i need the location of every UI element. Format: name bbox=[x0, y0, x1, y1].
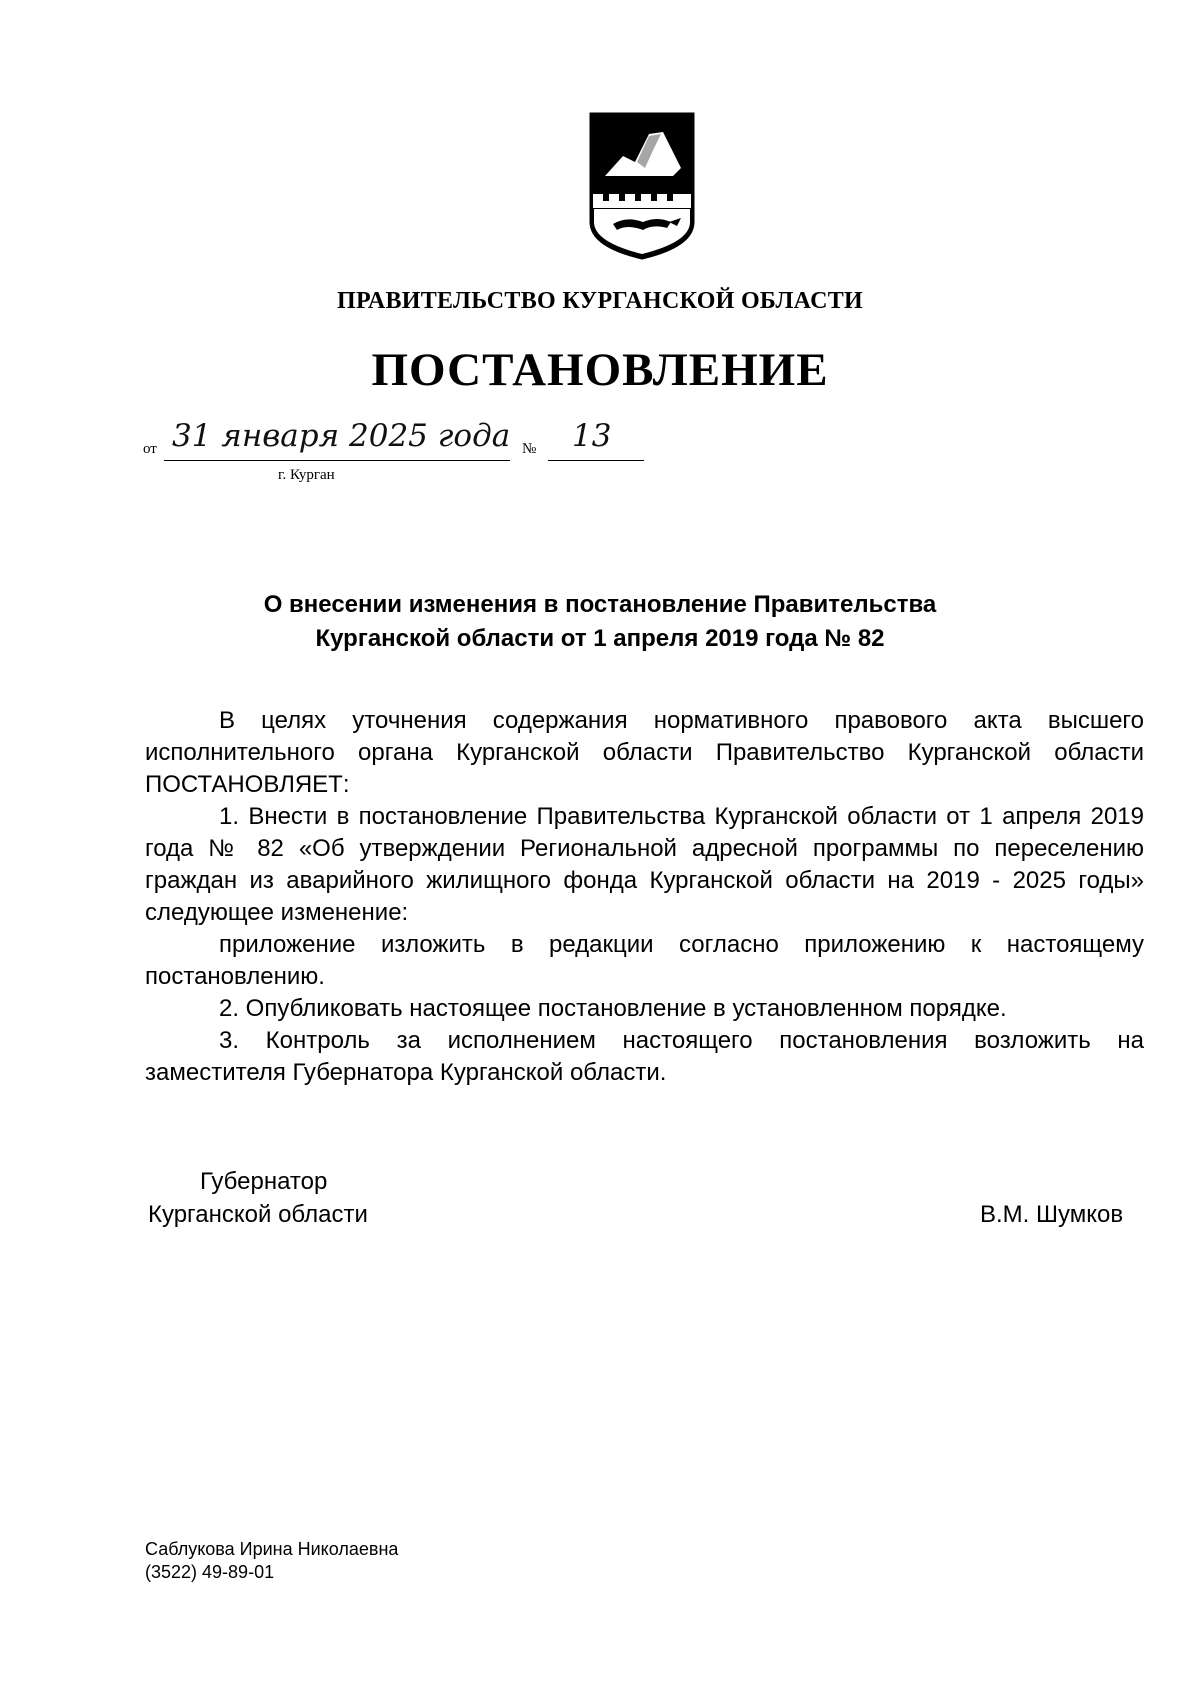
signatory-title-line-2: Курганской области bbox=[148, 1201, 368, 1228]
document-type-title: ПОСТАНОВЛЕНИЕ bbox=[371, 344, 829, 396]
date-from-label: от bbox=[143, 441, 157, 457]
body-paragraph: 3. Контроль за исполнением настоящего постановления возложить на заместителя Губернатора Курганской области. bbox=[145, 1027, 1144, 1086]
coat-of-arms-icon bbox=[583, 110, 701, 260]
handwritten-number: 13 bbox=[572, 418, 612, 454]
organization-name: ПРАВИТЕЛЬСТВО КУРГАНСКОЙ ОБЛАСТИ bbox=[336, 288, 864, 314]
document-body bbox=[145, 705, 1144, 1089]
subject-line-2: Курганской области от 1 апреля 2019 года № 82 bbox=[315, 625, 885, 652]
number-label: № bbox=[522, 441, 537, 457]
body-paragraph: 1. Внести в постановление Правительства Курганской области от 1 апреля 2019 года № 82 «Об утверждении Региональной адресной программы по переселению граждан из аварийного жилищного фонда Курганской области на 2019 - 2025 годы» следующее изменение: bbox=[145, 803, 1144, 926]
number-field bbox=[548, 418, 644, 461]
date-field bbox=[164, 418, 511, 461]
contact-name: Саблукова Ирина Николаевна bbox=[145, 1539, 399, 1559]
handwritten-date: 31 января 2025 года bbox=[172, 418, 511, 454]
contact-phone: (3522) 49-89-01 bbox=[145, 1562, 275, 1582]
body-paragraph: В целях уточнения содержания нормативного правового акта высшего исполнительного органа Курганской области Правительство Курганской области ПОСТАНОВЛЯЕТ: bbox=[145, 707, 1144, 798]
body-paragraph: 2. Опубликовать настоящее постановление в установленном порядке. bbox=[219, 995, 1007, 1022]
signatory-name: В.М. Шумков bbox=[980, 1201, 1124, 1228]
document-subject bbox=[0, 588, 1200, 656]
subject-line-1: О внесении изменения в постановление Правительства bbox=[263, 591, 937, 618]
signatory-title-line-1: Губернатор bbox=[200, 1168, 328, 1195]
body-paragraph: приложение изложить в редакции согласно приложению к настоящему постановлению. bbox=[145, 931, 1144, 990]
city-label: г. Курган bbox=[278, 467, 335, 483]
